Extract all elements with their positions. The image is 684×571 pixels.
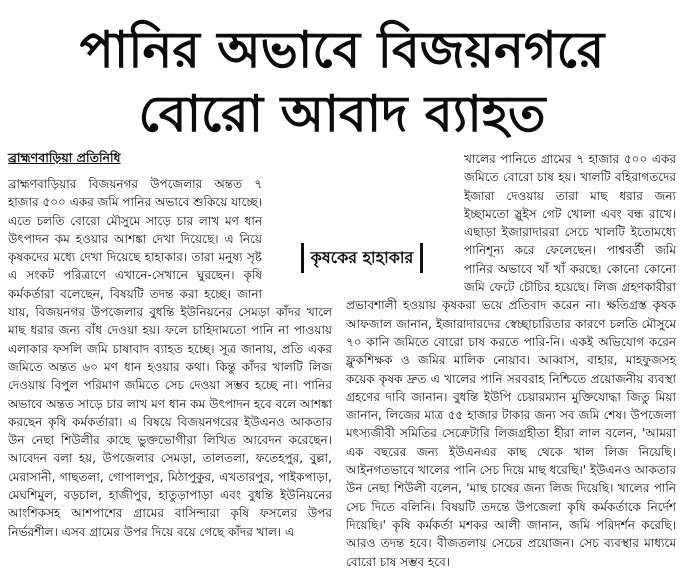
callout-bar-left <box>301 243 304 273</box>
article-column-left <box>8 175 332 539</box>
column-right-text: খালের পানিতে গ্রামের ৭ হাজার ৫০০ একর জমিতে বোরো চাষ হয়। খালটি বহিরাগতদের ইজারা দেওয়ায় তারা মাছ ধরার জন্য ইচ্ছামতো স্লুইস গেট খোলা এবং বন্ধ রাখে। এছাড়া ইজারাদাররা সেচে খালটি ইতোমধ্যে পানিশূন্য করে ফেলেছেন। পাশ্ববর্তী জমি পানির অভাবে খাঁ খাঁ করছে। কোনো কোনো জমি ফেটে চৌচির হয়েছে। লিজ গ্রহণকারীরা প্রভাবশালী হওয়ায় কৃষকরা ভয়ে প্রতিবাদ করেন না। ক্ষতিগ্রস্ত কৃষক আফজাল জানান, ইজারাদারদের স্বেচ্ছাচারিতার কারণে চলতি মৌসুমে ৭০ কানি জমিতে বোরো চাষ করতে পারি-নি। একই অভিযোগ করেন ফ্লুকশিক্ষক ও জমির মালিক নোয়াব। আব্বাস, বাহার, মাহফুজসহ কয়েক কৃষক দ্রুত এ খালের পানি সরবরাহ নিশ্চিতে প্রয়োজনীয় ব্যবস্থা গ্রহণের দাবি জানান। বুধন্তি ইউপি চেয়ারম্যান মুক্তিযোদ্ধা জিতু মিয়া জানান, লিজের মাত্র ৫৫ হাজার টাকার জন্য সব জমি শেষ। উপজেলা মৎস্যজীবী সমিতির সেক্রেটারি লিজগ্রহীতা হীরা লাল বলেন, 'আমরা এক বছরের জন্য ইউএনএর কাছ থেকে খাল লিজ নিয়েছি। আইনগতভাবে খালের পানি সেচ দিয়ে মাছ ধরেছি।' ইউএনও আকতার উন নেছা শিউলী বলেন, 'মাছ চাষের জন্য লিজ দিয়েছি। খালের পানি সেচ দিতে বলিনি। বিষয়টি তদন্তে উপজেলা কৃষি কর্মকর্তাকে নির্দেশ দিয়েছি।' কৃষি কর্মকর্তা মশকর আলী জানান, জমি পরিদর্শন করেছি। আরও তদন্ত হবে। বীজতলায় সেচের প্রয়োজন। সেচ ব্যবস্থার মাধ্যমে বোরো চাষ সম্ভব হবে। <box>346 152 676 569</box>
headline-line-2: বোরো আবাদ ব্যাহত <box>138 85 546 143</box>
byline: ব্রাহ্মণবাড়িয়া প্রতিনিধি <box>8 150 121 165</box>
callout-text: কৃষকের হাহাকার <box>310 247 414 267</box>
article-column-right <box>346 150 676 569</box>
column-left-text: ব্রাহ্মণবাড়িয়ার বিজয়নগর উপজেলার অন্তত ৭ হাজার ৫০০ একর জমি পানির অভাবে শুকিয়ে যাচ্ছে। এতে চলতি বোরো মৌসুমে সাড়ে চার লাখ মণ ধান উৎপাদন কম হওয়ার আশঙ্কা দেখা দিয়েছে। এ নিয়ে কৃষকদের মধ্যে দেখা দিয়েছে হাহাকার। তারা মনুষ্য সৃষ্ট এ সংকট পরিত্রাণে এখানে-সেখানে ঘুরছেন। কৃষি কর্মকর্তারা বলেছেন, বিষয়টি তদন্ত করা হচ্ছে। জানা যায়, বিজয়নগর উপজেলার বুধন্তি ইউনিয়নের সেমড়া কাঁদর খালে মাছ ধরার জন্য বাঁধ দেওয়া হয়। ফলে চাহিদামতো পানি না পাওয়ায় এলাকার ফসলি জমি চাষাবাদ ব্যাহত হচ্ছে। সূত্র জানায়, প্রতি একর জমিতে অন্তত ৬০ মণ ধান হওয়ার কথা। কিন্তু কাঁদর খালটি লিজ দেওয়ায় বিপুল পরিমাণ জমিতে সেচ দেওয়া সম্ভব হচ্ছে না। পানির অভাবে অন্তত সাড়ে চার লাখ মণ ধান কম উৎপাদন হবে বলে আশঙ্কা করছেন কৃষি কর্মকর্তারা। এ বিষয়ে বিজয়নগরের ইউএনও আকতার উন নেছা শিউলীর কাছে ভুক্তভোগীরা লিখিত আবেদন করেছেন। আবেদন বলা হয়, উপজেলার সেমড়া, তালতলা, ফতেহপুর, বুল্লা, মেরাসানী, গাছতলা, গোপালপুর, মিঠাপুকুর, এখতারপুর, পাইকপাড়া, মেঘশিমুল, বড়চাল, হাজীপুর, হাতুড়াপাড়া এবং বুধন্তি ইউনিয়নের আংশিকসহ আশপাশের গ্রামের বাসিন্দারা কৃষি ফসলের উপর নির্ভরশীল। এসব গ্রামের উপর দিয়ে বয়ে গেছে কাঁদর খাল। এ <box>8 177 332 539</box>
headline <box>0 18 684 146</box>
callout-box <box>262 238 462 278</box>
headline-line-1: পানির অভাবে বিজয়নগরে <box>79 21 605 79</box>
callout-bar-right <box>420 243 423 273</box>
